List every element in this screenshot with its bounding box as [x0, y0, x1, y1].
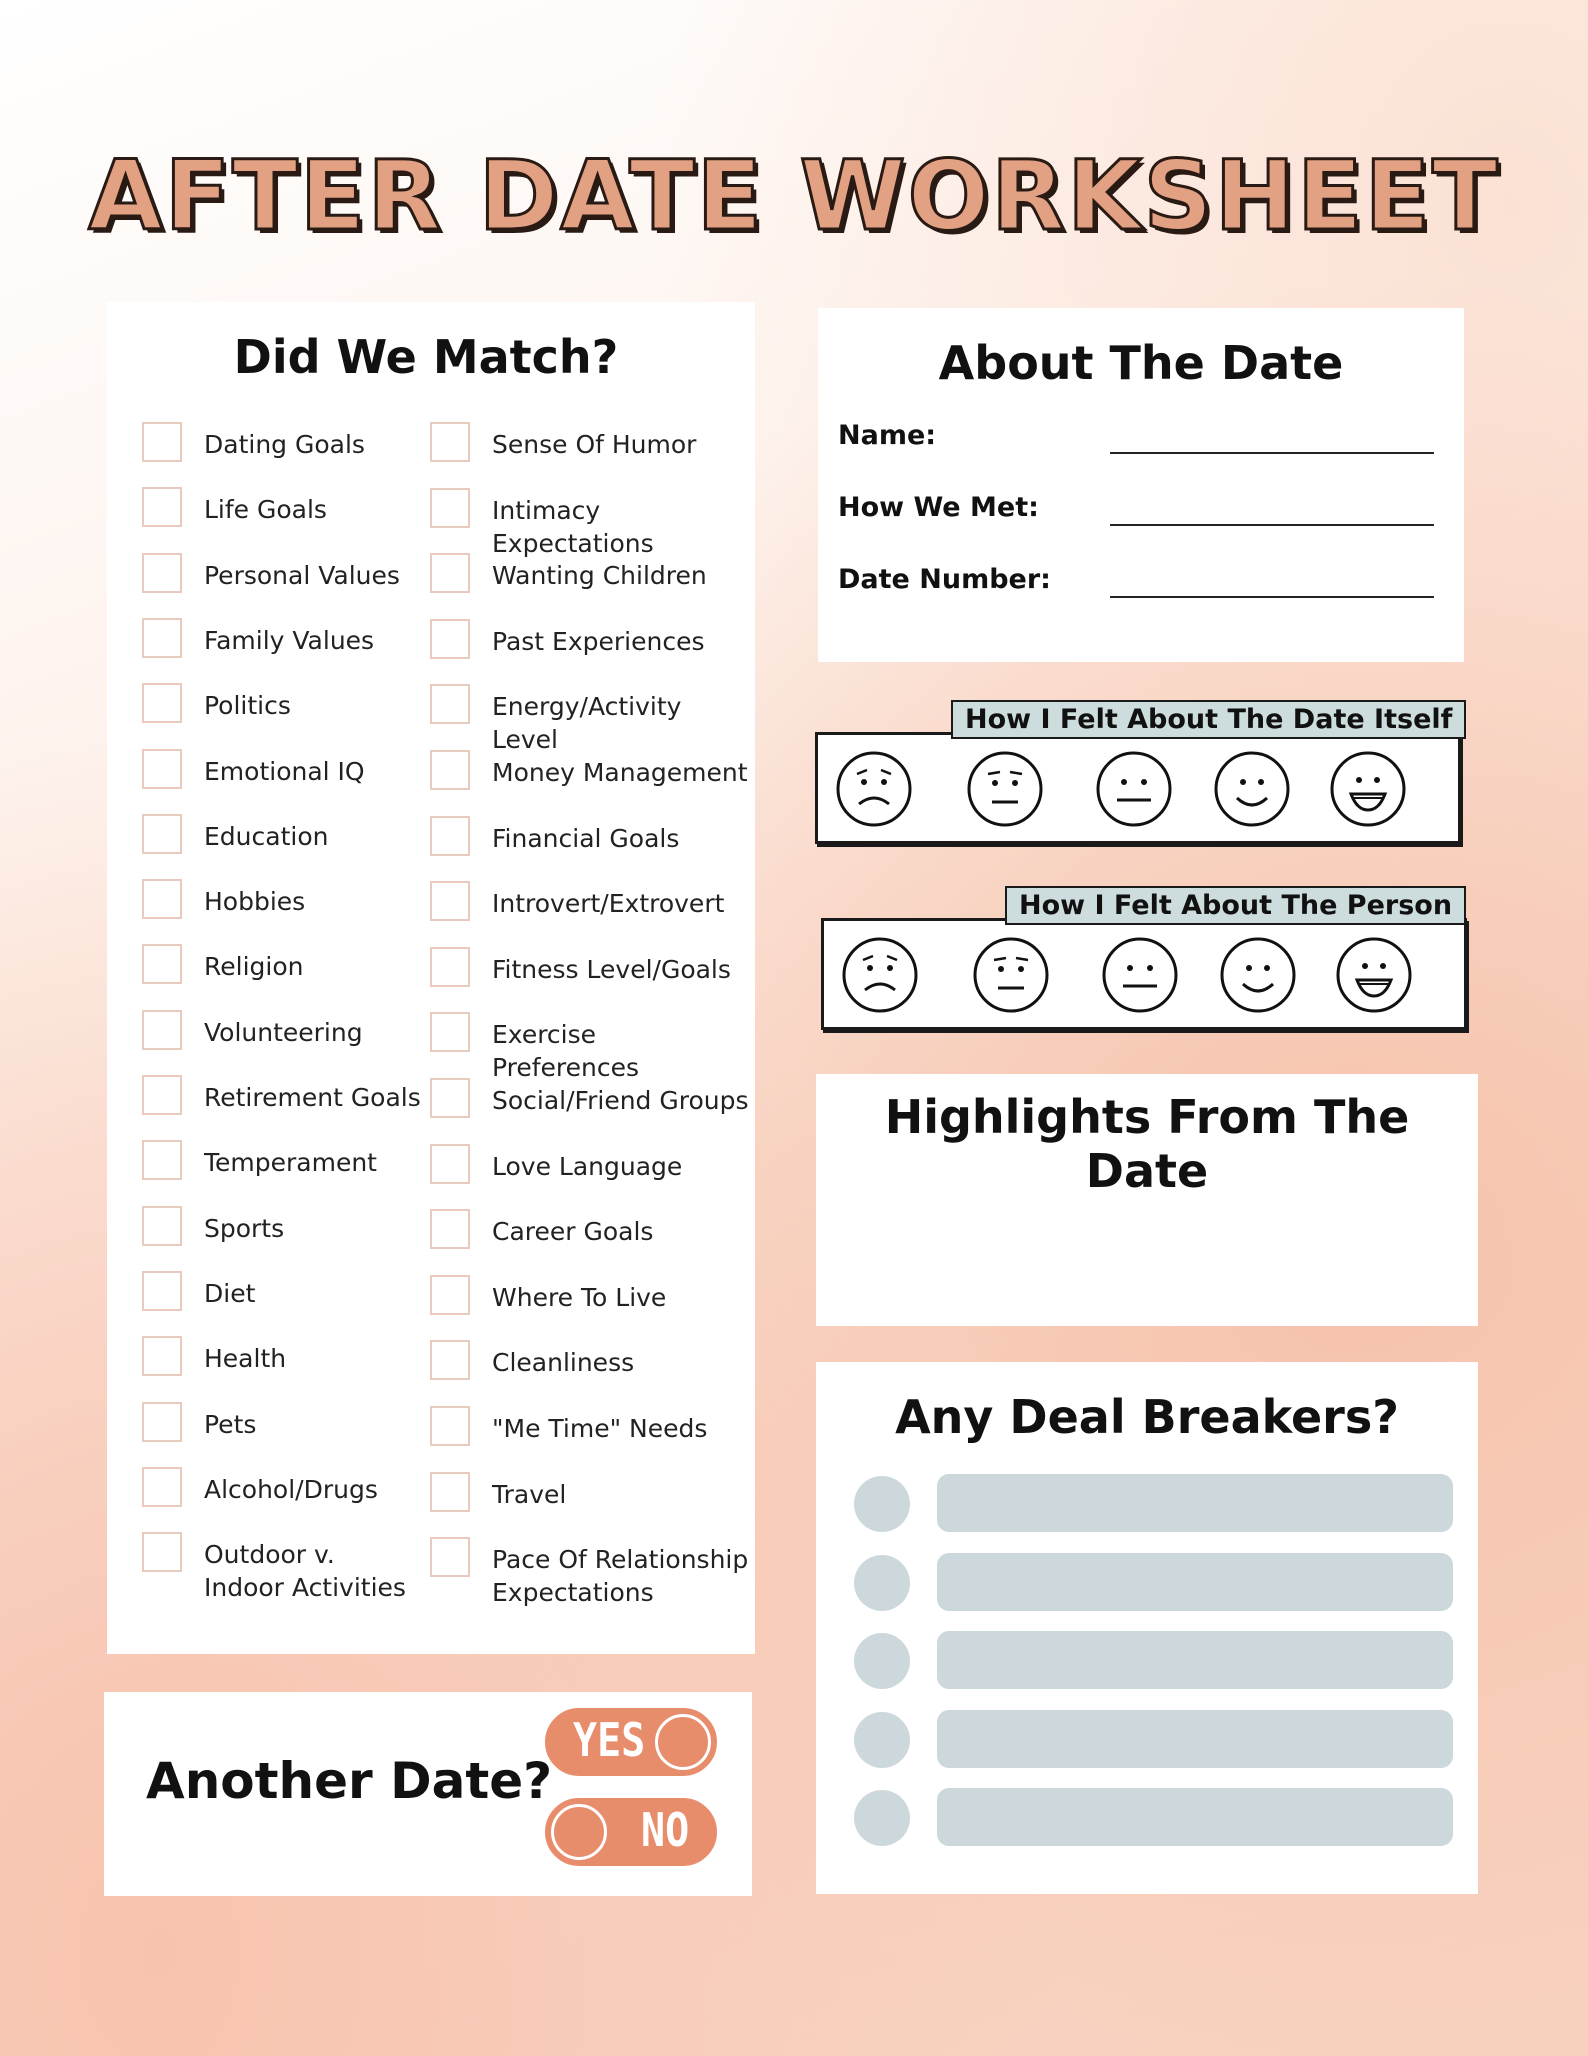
checklist-item [142, 814, 328, 854]
checklist-label: Wanting Children [492, 561, 707, 591]
checklist-item [430, 750, 748, 790]
checklist-label: Hobbies [204, 887, 306, 917]
checkbox[interactable] [430, 1078, 470, 1118]
checkbox[interactable] [142, 749, 182, 789]
checkbox[interactable] [142, 944, 182, 984]
checkbox[interactable] [142, 1206, 182, 1246]
worksheet-title: AFTER DATE WORKSHEET [88, 140, 1500, 252]
checklist-item [142, 1075, 421, 1115]
checkbox[interactable] [142, 879, 182, 919]
checkbox[interactable] [142, 422, 182, 462]
checklist-item [430, 1275, 666, 1315]
checklist-label: Retirement Goals [204, 1083, 421, 1112]
highlights-area[interactable] [836, 1174, 1458, 1306]
checklist-label: Volunteering [204, 1017, 363, 1047]
checklist-item [430, 1209, 653, 1249]
checklist-label: Family Values [204, 625, 375, 655]
checkbox[interactable] [430, 422, 470, 462]
bullet-icon [854, 1633, 910, 1689]
smile-face-icon[interactable] [1219, 936, 1297, 1014]
deal-breaker-input[interactable] [937, 1710, 1453, 1768]
checkbox[interactable] [430, 1209, 470, 1249]
checklist-label: Sense Of Humor [492, 430, 697, 459]
checklist-item [430, 1406, 707, 1446]
checkbox[interactable] [430, 1537, 470, 1577]
checkbox[interactable] [142, 1010, 182, 1050]
checkbox[interactable] [430, 684, 470, 724]
checklist-label: Pace Of Relationship Expectations [492, 1545, 749, 1608]
checklist-label: Outdoor v. Indoor Activities [204, 1540, 406, 1603]
date-rating [815, 700, 1461, 845]
checklist-item [430, 1012, 750, 1084]
checklist-label: Social/Friend Groups [492, 1086, 749, 1115]
checkbox[interactable] [430, 881, 470, 921]
checklist-item [430, 1537, 750, 1609]
name-field[interactable] [1110, 452, 1434, 454]
checklist-label: Career Goals [492, 1217, 654, 1247]
checklist-item [430, 488, 750, 560]
date-number-field[interactable] [1110, 596, 1434, 598]
checklist-item [142, 1402, 256, 1442]
another-date-section [104, 1692, 752, 1896]
neutral-face-icon[interactable] [972, 936, 1050, 1014]
highlights-section [816, 1074, 1478, 1326]
about-section [818, 308, 1464, 662]
checklist-item [430, 1144, 682, 1184]
match-section [107, 302, 755, 1654]
checklist-label: Education [204, 821, 329, 851]
checklist-item [142, 1010, 363, 1050]
checkbox[interactable] [430, 1144, 470, 1184]
checklist-item [430, 816, 679, 856]
checkbox[interactable] [142, 1271, 182, 1311]
deal-breaker-row [854, 1474, 1453, 1534]
date-number-label: Date Number: [838, 564, 1051, 595]
checkbox[interactable] [430, 1406, 470, 1446]
checklist-item [430, 422, 696, 462]
checklist-item [142, 1532, 422, 1604]
checklist-label: Exercise Preferences [492, 1020, 640, 1083]
checklist-label: Energy/Activity Level [492, 692, 682, 755]
about-heading: About The Date [938, 336, 1344, 390]
yes-label: YES [573, 1714, 646, 1768]
checklist-item [430, 1472, 566, 1512]
checkbox[interactable] [430, 750, 470, 790]
bullet-icon [854, 1476, 910, 1532]
checkbox[interactable] [430, 1340, 470, 1380]
checkbox[interactable] [430, 1012, 470, 1052]
checklist-item [142, 1336, 286, 1376]
no-toggle-knob [551, 1804, 607, 1860]
date-number-field-row [838, 564, 1434, 604]
checklist-label: Past Experiences [492, 626, 705, 656]
checklist-label: Health [204, 1344, 287, 1374]
checkbox[interactable] [142, 1532, 182, 1572]
checkbox[interactable] [430, 816, 470, 856]
checklist-label: Pets [204, 1409, 257, 1439]
checklist-item [430, 947, 731, 987]
checkbox[interactable] [142, 1336, 182, 1376]
deal-breaker-input[interactable] [937, 1553, 1453, 1611]
no-toggle[interactable] [545, 1798, 717, 1866]
checklist-item [142, 618, 374, 658]
grin-face-icon[interactable] [1335, 936, 1413, 1014]
checklist-label: Financial Goals [492, 823, 680, 853]
checklist-label: Dating Goals [204, 430, 365, 459]
checklist-item [430, 553, 707, 593]
checkbox[interactable] [142, 814, 182, 854]
checklist-item [430, 1078, 749, 1118]
checkbox[interactable] [142, 1467, 182, 1507]
name-label: Name: [838, 420, 937, 451]
checklist-label: Money Management [492, 758, 748, 787]
checklist-item [142, 422, 365, 462]
checklist-label: Travel [492, 1479, 567, 1509]
checklist-label: Religion [204, 952, 304, 982]
checklist-item [142, 749, 365, 789]
checklist-label: Love Language [492, 1151, 683, 1181]
person-rating-label: How I Felt About The Person [1005, 886, 1466, 925]
how-we-met-field-row [838, 492, 1434, 532]
checklist-item [142, 879, 305, 919]
deal-breaker-input[interactable] [937, 1788, 1453, 1846]
checklist-label: "Me Time" Needs [492, 1414, 708, 1443]
checklist-item [142, 1206, 284, 1246]
checklist-label: Where To Live [492, 1282, 667, 1312]
checklist-label: Life Goals [204, 495, 327, 525]
checkbox[interactable] [142, 553, 182, 593]
deal-breaker-row [854, 1631, 1453, 1691]
checkbox[interactable] [430, 488, 470, 528]
sad-face-icon[interactable] [841, 936, 919, 1014]
deal-breaker-input[interactable] [937, 1631, 1453, 1689]
checklist-item [142, 1467, 378, 1507]
date-rating-label: How I Felt About The Date Itself [951, 700, 1466, 739]
how-we-met-label: How We Met: [838, 492, 1039, 523]
checklist-label: Politics [204, 691, 291, 721]
checkbox[interactable] [430, 553, 470, 593]
yes-toggle[interactable] [545, 1708, 717, 1776]
name-field-row [838, 420, 1434, 460]
checklist-label: Alcohol/Drugs [204, 1474, 378, 1504]
checklist-item [430, 684, 750, 756]
sad-face-icon[interactable] [835, 750, 913, 828]
checklist-item [142, 683, 291, 723]
deal-breaker-row [854, 1710, 1453, 1770]
checklist-label: Introvert/Extrovert [492, 889, 725, 919]
checkbox[interactable] [430, 619, 470, 659]
checklist-label: Emotional IQ [204, 756, 365, 786]
flat-smile-face-icon[interactable] [1095, 750, 1173, 828]
checklist-item [430, 1340, 634, 1380]
how-we-met-field[interactable] [1110, 524, 1434, 526]
checklist-item [430, 881, 724, 921]
deal-breakers-section [816, 1362, 1478, 1894]
checkbox[interactable] [430, 947, 470, 987]
highlights-heading: Highlights From The Date [884, 1090, 1410, 1198]
deal-breaker-row [854, 1553, 1453, 1613]
checklist-label: Diet [204, 1278, 256, 1308]
checklist-item [142, 944, 303, 984]
checkbox[interactable] [142, 1402, 182, 1442]
checklist-label: Personal Values [204, 560, 400, 590]
deal-breaker-input[interactable] [937, 1474, 1453, 1532]
checkbox[interactable] [430, 1472, 470, 1512]
flat-smile-face-icon[interactable] [1101, 936, 1179, 1014]
checkbox[interactable] [142, 683, 182, 723]
grin-face-icon[interactable] [1329, 750, 1407, 828]
bullet-icon [854, 1555, 910, 1611]
smile-face-icon[interactable] [1213, 750, 1291, 828]
checkbox[interactable] [430, 1275, 470, 1315]
checkbox[interactable] [142, 487, 182, 527]
bullet-icon [854, 1712, 910, 1768]
checklist-label: Temperament [204, 1148, 377, 1178]
bullet-icon [854, 1790, 910, 1846]
another-date-label: Another Date? [146, 1752, 553, 1810]
checklist-label: Intimacy Expectations [492, 495, 654, 558]
checklist-label: Fitness Level/Goals [492, 954, 731, 984]
checkbox[interactable] [142, 618, 182, 658]
deal-breaker-row [854, 1788, 1453, 1848]
no-label: NO [641, 1804, 690, 1858]
checklist-item [142, 553, 400, 593]
neutral-face-icon[interactable] [966, 750, 1044, 828]
match-heading: Did We Match? [233, 330, 619, 384]
checklist-item [430, 619, 705, 659]
checkbox[interactable] [142, 1140, 182, 1180]
checklist-label: Sports [204, 1213, 285, 1243]
person-rating [821, 886, 1467, 1031]
deal-breakers-heading: Any Deal Breakers? [895, 1390, 1399, 1444]
checklist-item [142, 1271, 255, 1311]
checklist-label: Cleanliness [492, 1348, 635, 1378]
checklist-item [142, 487, 327, 527]
checklist-item [142, 1140, 377, 1180]
yes-toggle-knob [655, 1714, 711, 1770]
checkbox[interactable] [142, 1075, 182, 1115]
